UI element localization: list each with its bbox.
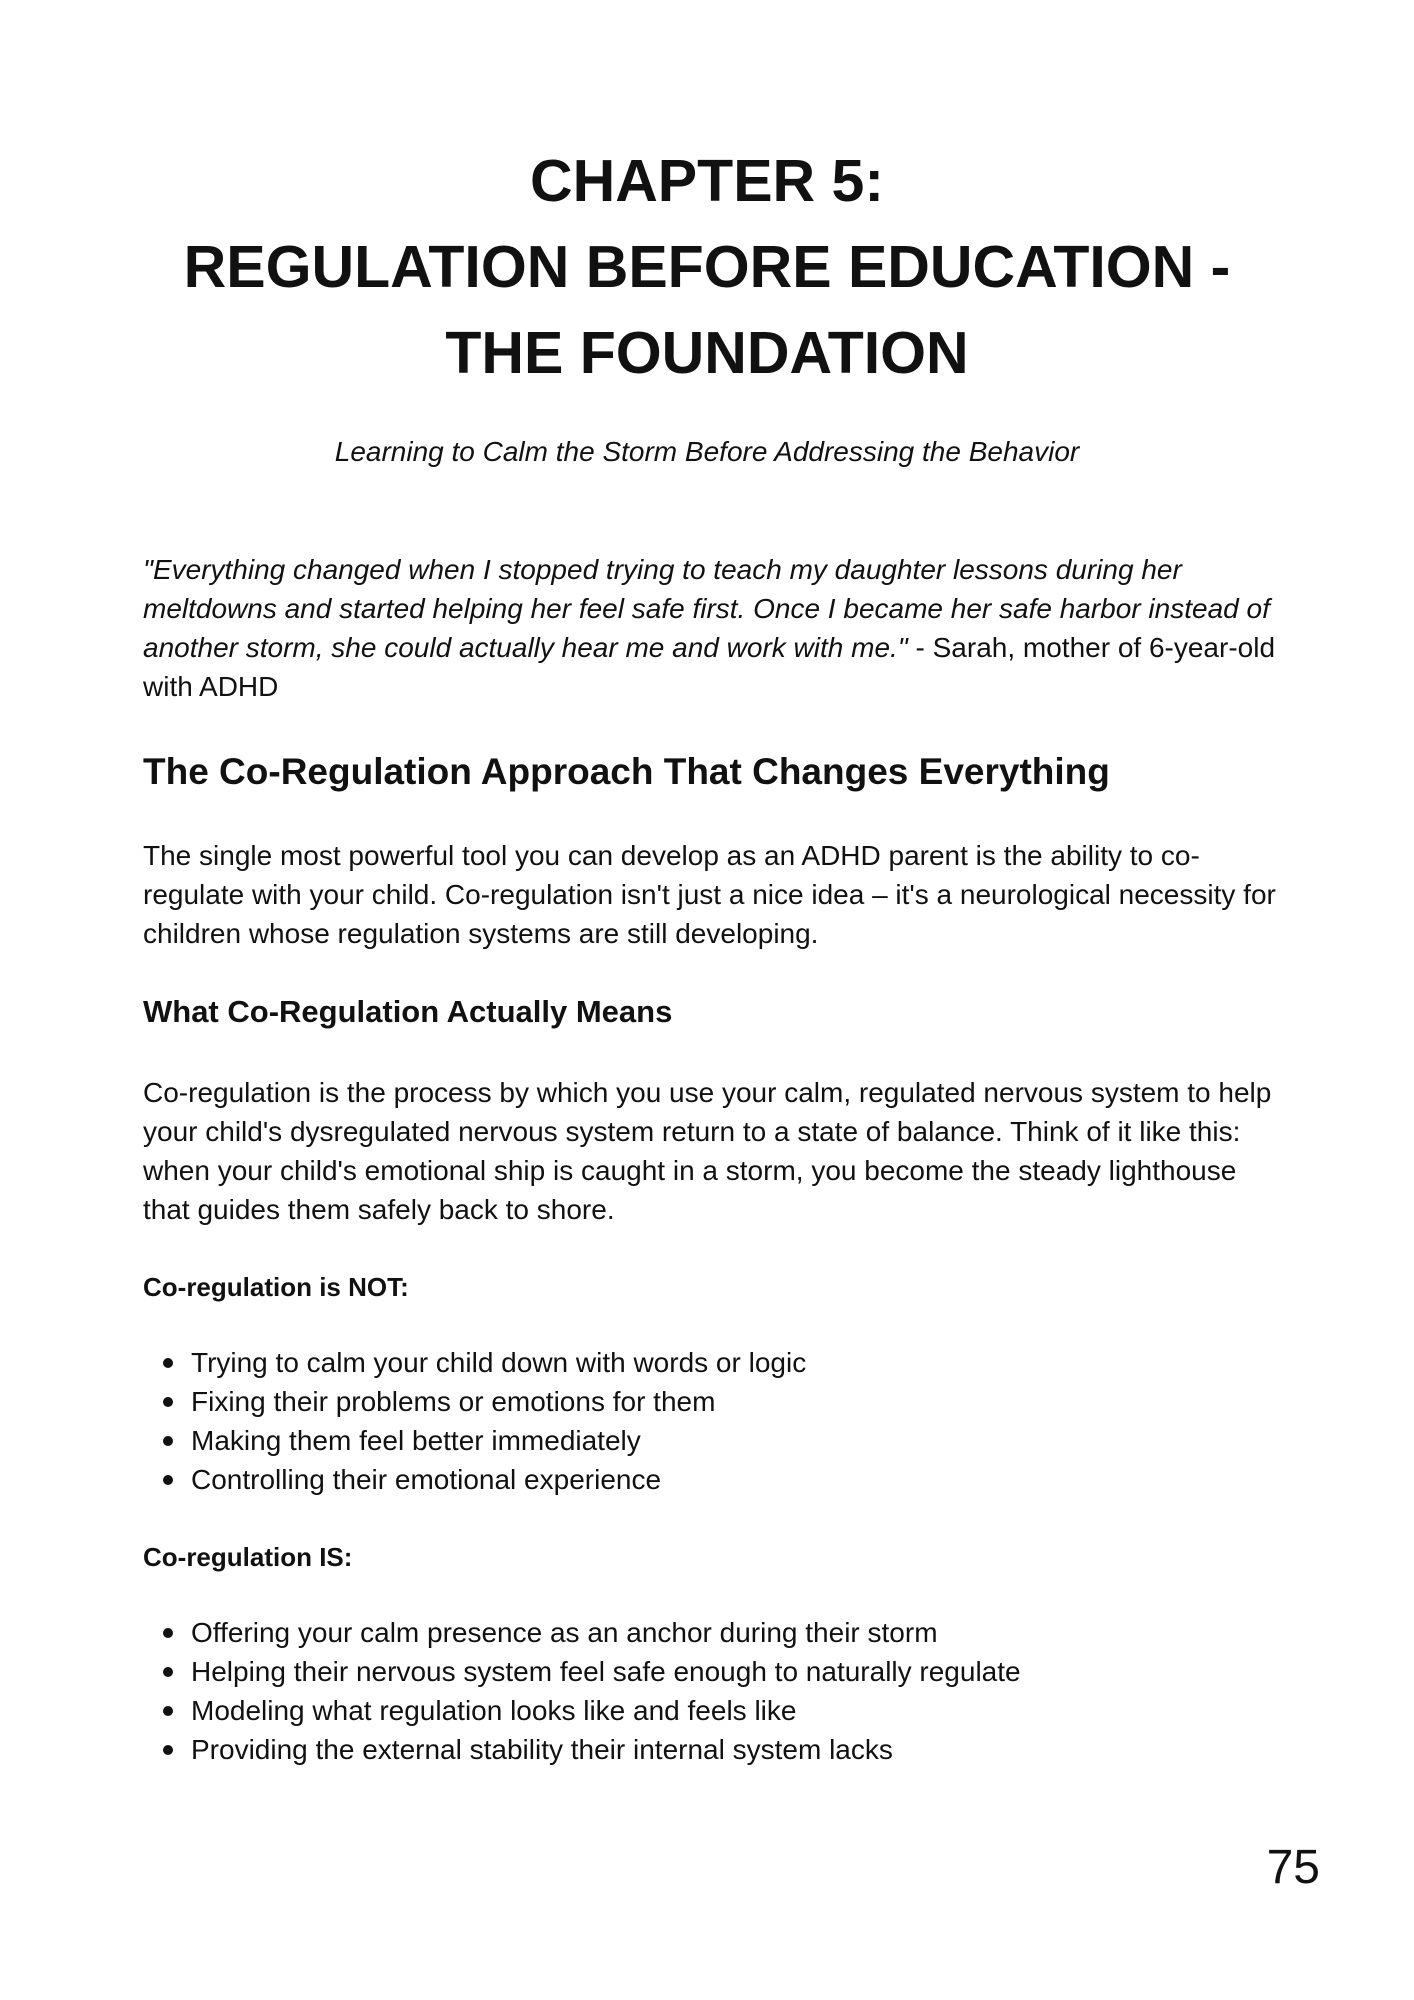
list-item-text: Fixing their problems or emotions for them <box>191 1386 716 1417</box>
list-item <box>191 1652 1283 1691</box>
list-item-text: Offering your calm presence as an anchor during their storm <box>191 1617 938 1648</box>
list-item-text: Modeling what regulation looks like and feels like <box>191 1695 797 1726</box>
list-item-text: Helping their nervous system feel safe enough to naturally regulate <box>191 1656 1021 1687</box>
list-item <box>191 1421 1283 1460</box>
list-item-text: Making them feel better immediately <box>191 1425 641 1456</box>
list-item-text: Trying to calm your child down with words or logic <box>191 1347 807 1378</box>
chapter-title <box>100 138 1314 396</box>
quote-text: "Everything changed when I stopped trying to teach my daughter lessons during her meltdowns and started helping her feel safe first. Once I became her safe harbor instead of another storm, she could actually hear me and work with me." <box>143 554 1270 663</box>
list-item-text: Controlling their emotional experience <box>191 1464 662 1495</box>
chapter-title-line-2: REGULATION BEFORE EDUCATION - <box>183 234 1231 300</box>
page-content <box>143 550 1283 1769</box>
bullet-icon <box>163 1628 173 1638</box>
section-intro-paragraph: The single most powerful tool you can develop as an ADHD parent is the ability to co-regulate with your child. Co-regulation isn't just a nice idea – it's a neurological necessity for children whose regulation systems are still developing. <box>143 840 1276 949</box>
not-list <box>143 1343 1283 1499</box>
bullet-icon <box>163 1706 173 1716</box>
bullet-icon <box>163 1436 173 1446</box>
subsection-heading: What Co-Regulation Actually Means <box>143 994 673 1029</box>
page-number: 75 <box>1266 1841 1320 1894</box>
list-item-text: Providing the external stability their internal system lacks <box>191 1734 893 1765</box>
bullet-icon <box>163 1475 173 1485</box>
not-list-label: Co-regulation is NOT: <box>143 1272 409 1302</box>
list-item <box>191 1613 1283 1652</box>
chapter-title-line-1: CHAPTER 5: <box>529 148 885 214</box>
list-item <box>191 1691 1283 1730</box>
section-heading: The Co-Regulation Approach That Changes Everything <box>143 751 1110 792</box>
bullet-icon <box>163 1358 173 1368</box>
bullet-icon <box>163 1667 173 1677</box>
chapter-title-line-3: THE FOUNDATION <box>445 320 969 386</box>
bullet-icon <box>163 1397 173 1407</box>
subsection-paragraph: Co-regulation is the process by which you use your calm, regulated nervous system to help your child's dysregulated nervous system return to a state of balance. Think of it like this: when your child's emotional ship is caught in a storm, you become the steady lighthouse that guides them safely back to shore. <box>143 1077 1272 1225</box>
list-item <box>191 1730 1283 1769</box>
list-item <box>191 1460 1283 1499</box>
testimonial-quote <box>143 550 1283 706</box>
is-list-label: Co-regulation IS: <box>143 1542 353 1572</box>
list-item <box>191 1343 1283 1382</box>
quote-attribution: - Sarah, mother of 6-year-old with ADHD <box>143 632 1276 702</box>
bullet-icon <box>163 1745 173 1755</box>
is-list <box>143 1613 1283 1769</box>
list-item <box>191 1382 1283 1421</box>
chapter-subtitle: Learning to Calm the Storm Before Addressing the Behavior <box>334 436 1080 467</box>
